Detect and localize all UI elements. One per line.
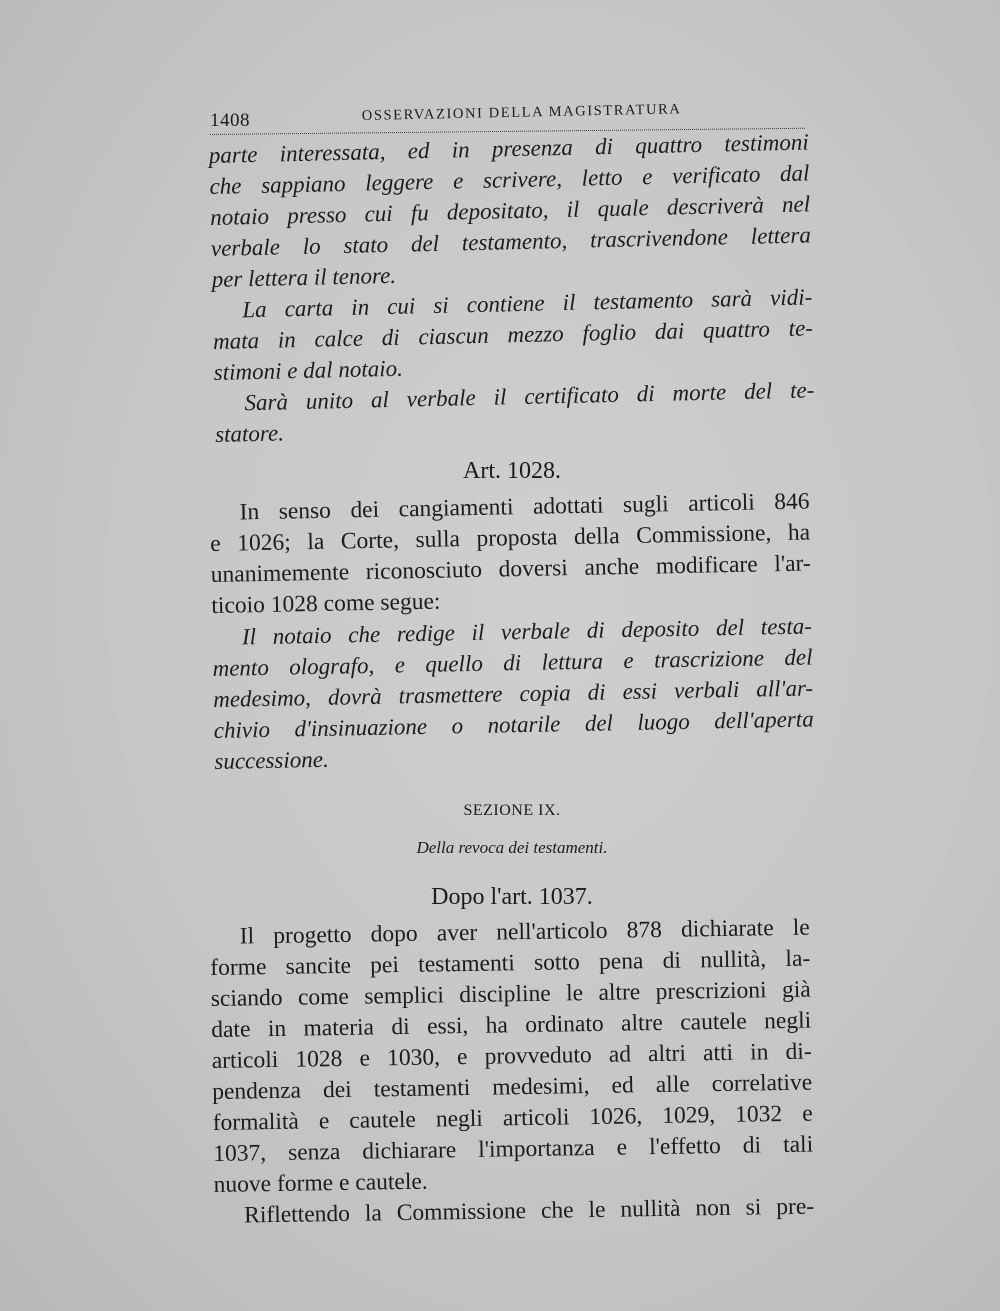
- text-line: Il progetto dopo aver nell'articolo 878 dichiarate le: [239, 914, 810, 950]
- text-line: e 1026; la Corte, sulla proposta della Commissione, ha: [209, 519, 811, 558]
- quoted-text-line: medesimo, dovrà trasmettere copia di essi verbali all'ar-: [212, 675, 814, 712]
- quoted-text-line: mento olografo, e quello di lettura e trascrizione del: [212, 644, 813, 681]
- quoted-text-line: Il notaio che redige il verbale di deposito del testa-: [241, 613, 813, 650]
- text-line: La carta in cui si contiene il testamento sarà vidi-: [242, 284, 813, 323]
- text-line: In senso dei cangiamenti adottati sugli articoli 846: [239, 488, 810, 526]
- paragraph-continuation: [208, 126, 815, 450]
- article-body: [209, 487, 814, 777]
- text-line: ticoio 1028 come segue:: [211, 588, 441, 620]
- article-heading: Art. 1028.: [463, 458, 561, 484]
- text-line: Sarà unito al verbale il certificato di morte del te-: [244, 377, 815, 416]
- text-line: formalità e cautele negli articoli 1026, 1029, 1032 e: [212, 1100, 813, 1136]
- text-line: sciando come semplici discipline le altre prescrizioni già: [210, 976, 811, 1013]
- text-line: notaio presso cui fu depositato, il quale descriverà nel: [209, 191, 811, 231]
- text-line: statore.: [214, 420, 285, 447]
- running-title: OSSERVAZIONI DELLA MAGISTRATURA: [361, 101, 682, 125]
- quoted-text-line: chivio d'insinuazione o notarile del luogo dell'aperta: [213, 706, 814, 743]
- text-line: unanimemente riconosciuto doversi anche modificare l'ar-: [210, 550, 811, 589]
- text-line: forme sancite pei testamenti sotto pena di nullità, la-: [210, 945, 811, 982]
- article-heading: Dopo l'art. 1037.: [431, 884, 593, 910]
- page-number: 1408: [210, 110, 250, 131]
- text-line: nuove forme e cautele.: [213, 1168, 428, 1198]
- text-line: date in materia di essi, ha ordinato altre cautele negli: [211, 1007, 812, 1044]
- section-subtitle: Della revoca dei testamenti.: [416, 838, 608, 857]
- text-line: parte interessata, ed in presenza di quattro testimoni: [208, 129, 809, 169]
- text-line: stimoni e dal notaio.: [213, 355, 404, 385]
- quoted-text-line: successione.: [214, 746, 329, 774]
- text-line: Riflettendo la Commissione che le nullità non si pre-: [243, 1193, 815, 1229]
- text-line: mata in calce di ciascun mezzo foglio dai quattro te-: [212, 315, 814, 354]
- text-line: pendenza dei testamenti medesimi, ed alle correlative: [212, 1069, 813, 1105]
- text-line: che sappiano leggere e scrivere, letto e verificato dal: [209, 160, 810, 200]
- text-line: articoli 1028 e 1030, e provveduto ad altri atti in di-: [211, 1038, 812, 1075]
- text-line: 1037, senza dichiarare l'importanza e l'effetto di tali: [213, 1131, 814, 1167]
- section-heading: SEZIONE IX.: [463, 802, 561, 819]
- text-line: verbale lo stato del testamento, trascrivendone lettera: [210, 222, 812, 262]
- article-body: [210, 913, 815, 1232]
- text-line: per lettera il tenore.: [211, 262, 397, 293]
